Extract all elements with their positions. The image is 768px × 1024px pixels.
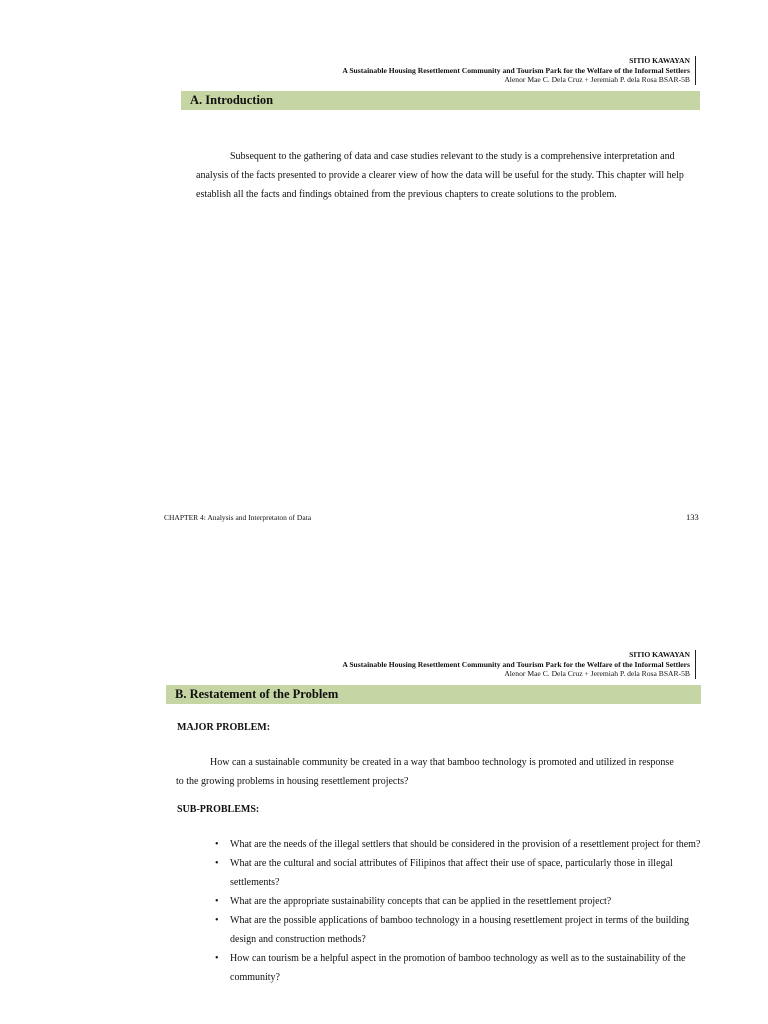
header-title: SITIO KAWAYAN [629, 56, 690, 65]
footer-chapter: CHAPTER 4: Analysis and Interpretaton of Data [164, 513, 312, 522]
document-page-2 [0, 596, 768, 1024]
bullet-icon: • [215, 896, 219, 907]
list-item: • What are the appropriate sustainability concepts that can be applied in the resettlement project? [230, 892, 704, 911]
footer-page-number: 133 [686, 512, 699, 522]
introduction-paragraph: Subsequent to the gathering of data and case studies relevant to the study is a comprehensive interpretation and analysis of the facts presented to provide a clearer view of how the data will be useful for the study. This chapter will help establish all the facts and findings obtained from the previous chapters to create solutions to the problem. [196, 151, 684, 200]
section-title-restatement: B. Restatement of the Problem [166, 685, 701, 704]
bullet-icon: • [215, 915, 219, 926]
sub-problems-heading: SUB-PROBLEMS: [177, 804, 260, 815]
list-item: • What are the needs of the illegal settlers that should be considered in the provision of a resettlement project for them? [230, 835, 704, 854]
bullet-icon: • [215, 953, 219, 964]
major-problem-heading: MAJOR PROBLEM: [177, 722, 271, 733]
bullet-icon: • [215, 839, 219, 850]
list-item: • What are the cultural and social attributes of Filipinos that affect their use of space, particularly those in illegal settlements? [230, 854, 704, 892]
header-title: SITIO KAWAYAN [629, 650, 690, 659]
sub-problems-list [215, 835, 704, 987]
bullet-icon: • [215, 858, 219, 869]
list-item: • How can tourism be a helpful aspect in the promotion of bamboo technology as well as to the sustainability of the community? [230, 949, 704, 987]
header-subtitle: A Sustainable Housing Resettlement Community and Tourism Park for the Welfare of the Informal Settlers [342, 659, 690, 669]
section-title-introduction: A. Introduction [181, 91, 700, 110]
header-authors: Alenor Mae C. Dela Cruz + Jeremiah P. dela Rosa BSAR-5B [504, 75, 690, 85]
page-header [342, 56, 696, 85]
list-item: • What are the possible applications of bamboo technology in a housing resettlement project in terms of the building design and construction methods? [230, 911, 704, 949]
major-problem-text: How can a sustainable community be created in a way that bamboo technology is promoted and utilized in response to the growing problems in housing resettlement projects? [176, 757, 674, 787]
page-header [342, 650, 696, 679]
header-subtitle: A Sustainable Housing Resettlement Community and Tourism Park for the Welfare of the Informal Settlers [342, 65, 690, 75]
header-authors: Alenor Mae C. Dela Cruz + Jeremiah P. dela Rosa BSAR-5B [504, 669, 690, 679]
